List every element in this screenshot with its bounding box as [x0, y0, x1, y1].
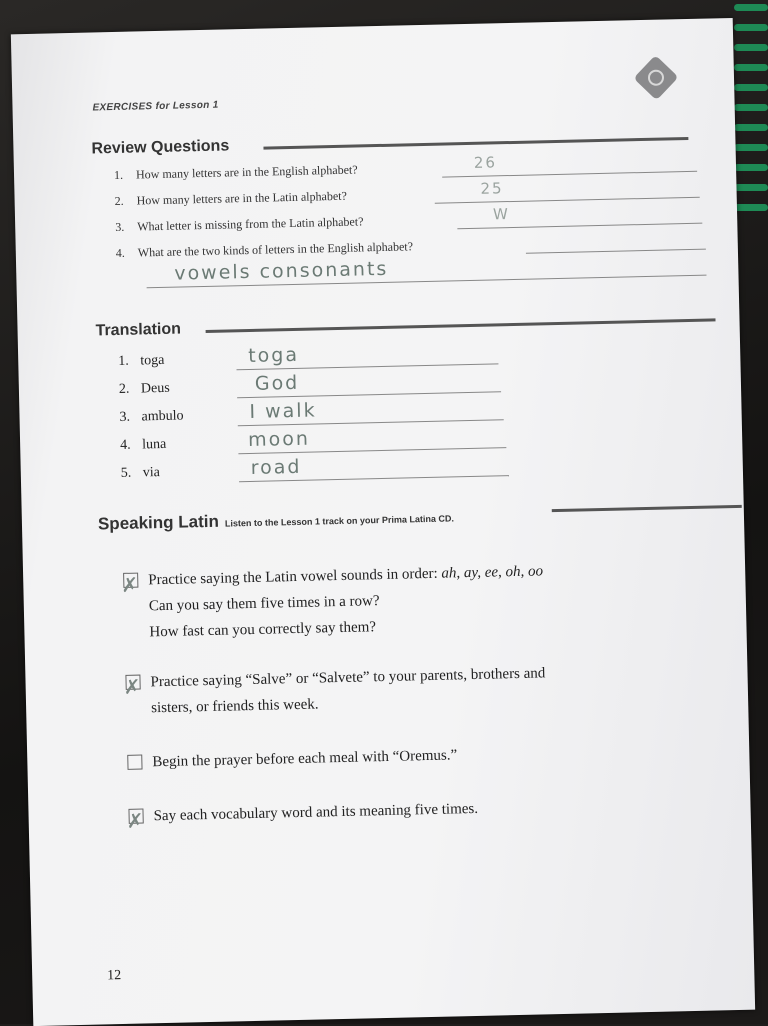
handwritten-answer: road	[250, 455, 302, 479]
task-item: ✗ Practice saying “Salve” or “Salvete” to your parents, brothers and sisters, or friends this week.	[123, 665, 546, 717]
handwritten-answer: toga	[247, 343, 300, 368]
review-question: 2. How many letters are in the Latin alphabet?	[114, 188, 348, 209]
handwritten-answer: God	[254, 371, 300, 395]
page-number: 12	[107, 968, 122, 984]
handwritten-answer: W	[492, 205, 511, 224]
lesson-badge-icon	[633, 55, 678, 100]
handwritten-answer: 26	[473, 153, 498, 172]
translation-item: 4. luna	[120, 436, 167, 453]
translation-item: 5. via	[120, 465, 161, 481]
translation-item: 2. Deus	[118, 380, 170, 397]
task-item: ✗ Practice saying the Latin vowel sounds in order: ah, ay, ee, oh, oo Can you say them five times in a row? How fast can you correctly say them?	[121, 563, 544, 641]
review-question: 4. What are the two kinds of letters in the English alphabet?	[115, 239, 414, 260]
check-mark-icon: ✗	[126, 808, 144, 833]
answer-line	[526, 249, 706, 254]
task-checkbox[interactable]	[123, 674, 141, 699]
spiral-binding	[732, 0, 768, 230]
translation-title: Translation	[95, 320, 182, 340]
review-question: 3. What letter is missing from the Latin alphabet?	[115, 214, 364, 234]
handwritten-answer: I walk	[249, 399, 317, 423]
speaking-rule	[552, 505, 742, 512]
handwritten-answer: moon	[247, 427, 311, 452]
handwritten-answer: vowels consonants	[174, 257, 389, 285]
task-checkbox[interactable]	[127, 755, 142, 770]
workbook-page	[11, 18, 755, 1026]
answer-line	[457, 223, 702, 230]
answer-line	[435, 197, 700, 204]
review-rule	[263, 137, 688, 150]
speaking-latin-subtitle: Listen to the Lesson 1 track on your Prima Latina CD.	[224, 513, 455, 529]
translation-item: 3. ambulo	[119, 408, 184, 425]
task-item: ✗ Say each vocabulary word and its meaning five times.	[126, 800, 479, 833]
task-checkbox[interactable]	[121, 572, 139, 597]
review-questions-title: Review Questions	[91, 137, 230, 158]
check-mark-icon: ✗	[121, 572, 139, 597]
speaking-latin-title: Speaking Latin Listen to the Lesson 1 track on your Prima Latina CD.	[97, 511, 455, 534]
translation-item: 1. toga	[118, 352, 165, 369]
review-question: 1. How many letters are in the English alphabet?	[113, 162, 358, 183]
answer-line	[442, 171, 697, 178]
task-checkbox[interactable]	[126, 808, 144, 833]
translation-rule	[206, 318, 716, 333]
check-mark-icon: ✗	[123, 674, 141, 699]
exercises-header: EXERCISES for Lesson 1	[92, 99, 219, 114]
task-item: Begin the prayer before each meal with “Oremus.”	[127, 742, 457, 775]
handwritten-answer: 25	[480, 179, 504, 198]
